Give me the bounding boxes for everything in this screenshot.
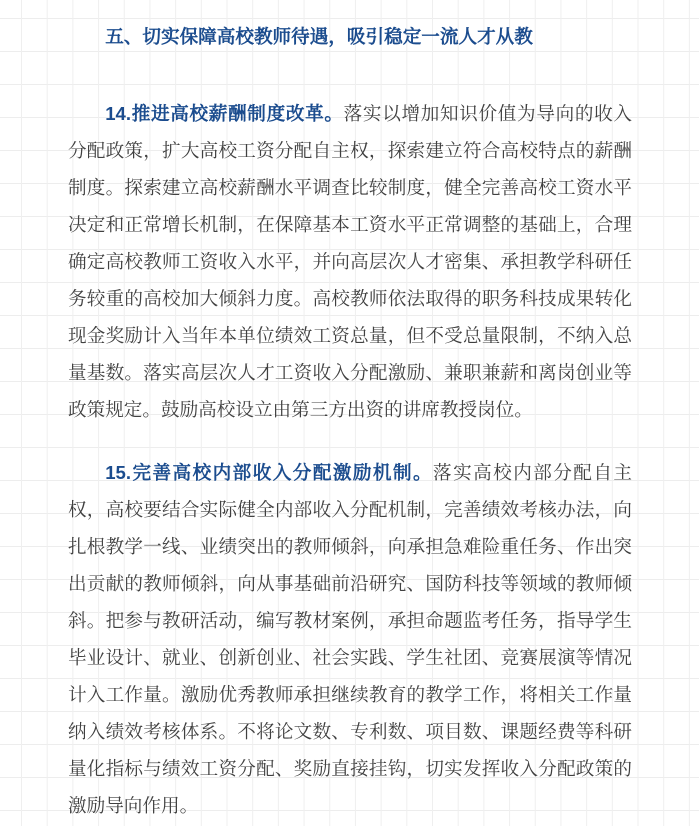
paragraph-14-lead: 14.推进高校薪酬制度改革。 [105, 103, 344, 124]
paragraph-14-body: 落实以增加知识价值为导向的收入分配政策，扩大高校工资分配自主权，探索建立符合高校特点的薪酬制度。探索建立高校薪酬水平调查比较制度，健全完善高校工资水平决定和正常增长机制，在保障基本工资水平正常调整的基础上，合理确定高校教师工资收入水平，并向高层次人才密集、承担教学科研任务较重的高校加大倾斜力度。高校教师依法取得的职务科技成果转化现金奖励计入当年本单位绩效工资总量，但不受总量限制，不纳入总量基数。落实高层次人才工资收入分配激励、兼职兼薪和离岗创业等政策规定。鼓励高校设立由第三方出资的讲席教授岗位。 [68, 103, 632, 420]
paragraph-15-body: 落实高校内部分配自主权，高校要结合实际健全内部收入分配机制，完善绩效考核办法，向扎根教学一线、业绩突出的教师倾斜，向承担急难险重任务、作出突出贡献的教师倾斜，向从事基础前沿研究、国防科技等领域的教师倾斜。把参与教研活动，编写教材案例，承担命题监考任务，指导学生毕业设计、就业、创新创业、社会实践、学生社团、竞赛展演等情况计入工作量。激励优秀教师承担继续教育的教学工作，将相关工作量纳入绩效考核体系。不将论文数、专利数、项目数、课题经费等科研量化指标与绩效工资分配、奖励直接挂钩，切实发挥收入分配政策的激励导向作用。 [68, 462, 632, 816]
paragraph-14 [68, 95, 632, 428]
section-heading: 五、切实保障高校教师待遇，吸引稳定一流人才从教 [105, 26, 533, 47]
paragraph-15 [68, 454, 632, 824]
paragraph-15-lead: 15.完善高校内部收入分配激励机制。 [105, 462, 434, 483]
